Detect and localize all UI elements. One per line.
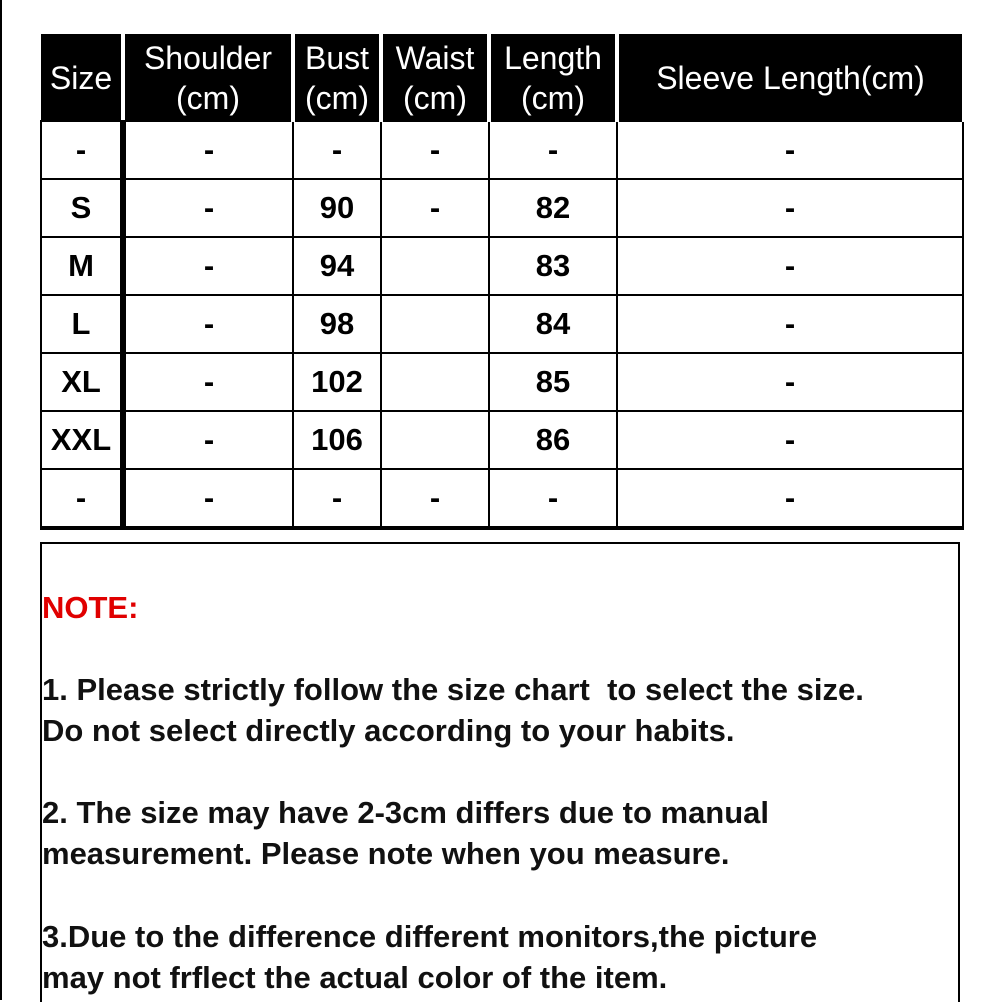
shoulder-cell: -: [123, 295, 293, 353]
waist-cell: [381, 237, 489, 295]
bust-cell: 98: [293, 295, 381, 353]
table-row: [41, 411, 963, 469]
size-cell: -: [41, 469, 123, 528]
note-title: NOTE:: [42, 590, 139, 625]
size-cell: L: [41, 295, 123, 353]
sleeve-cell: -: [617, 469, 963, 528]
shoulder-cell: -: [123, 353, 293, 411]
header-sleeve-length: Sleeve Length(cm): [617, 35, 963, 121]
header-size: Size: [41, 35, 123, 121]
note-item-1-line1: 1. Please strictly follow the size chart to select the size.: [42, 672, 864, 707]
header-row: [41, 35, 963, 121]
sleeve-cell: -: [617, 411, 963, 469]
waist-cell: [381, 411, 489, 469]
bust-cell: -: [293, 469, 381, 528]
header-shoulder: Shoulder (cm): [123, 35, 293, 121]
note-item-3-line1: 3.Due to the difference different monitors,the picture: [42, 919, 818, 954]
size-cell: -: [41, 121, 123, 179]
note-item-3: [42, 916, 947, 998]
length-cell: -: [489, 469, 617, 528]
size-cell: XL: [41, 353, 123, 411]
bust-cell: 102: [293, 353, 381, 411]
sleeve-cell: -: [617, 179, 963, 237]
waist-cell: [381, 295, 489, 353]
table-row: [41, 353, 963, 411]
size-cell: M: [41, 237, 123, 295]
header-length: Length (cm): [489, 35, 617, 121]
length-cell: 85: [489, 353, 617, 411]
bust-cell: 90: [293, 179, 381, 237]
bust-cell: 106: [293, 411, 381, 469]
note-item-2-line2: measurement. Please note when you measure.: [42, 836, 730, 871]
waist-cell: [381, 353, 489, 411]
length-cell: -: [489, 121, 617, 179]
shoulder-cell: -: [123, 411, 293, 469]
note-item-2: [42, 792, 947, 874]
note-item-2-line1: 2. The size may have 2-3cm differs due to manual: [42, 795, 770, 830]
table-row: [41, 295, 963, 353]
waist-cell: -: [381, 121, 489, 179]
shoulder-cell: -: [123, 237, 293, 295]
sleeve-cell: -: [617, 353, 963, 411]
bust-cell: 94: [293, 237, 381, 295]
table-row: [41, 121, 963, 179]
notes-section: [40, 542, 960, 1002]
table-row: [41, 179, 963, 237]
shoulder-cell: -: [123, 121, 293, 179]
size-cell: XXL: [41, 411, 123, 469]
length-cell: 86: [489, 411, 617, 469]
size-cell: S: [41, 179, 123, 237]
length-cell: 84: [489, 295, 617, 353]
size-chart-table: [40, 34, 964, 530]
note-item-3-line2: may not frflect the actual color of the item.: [42, 960, 668, 995]
header-bust: Bust (cm): [293, 35, 381, 121]
sleeve-cell: -: [617, 295, 963, 353]
sleeve-cell: -: [617, 237, 963, 295]
waist-cell: -: [381, 469, 489, 528]
shoulder-cell: -: [123, 179, 293, 237]
length-cell: 82: [489, 179, 617, 237]
note-item-1-line2: Do not select directly according to your habits.: [42, 713, 735, 748]
left-border-line: [0, 0, 2, 1000]
bust-cell: -: [293, 121, 381, 179]
waist-cell: -: [381, 179, 489, 237]
table-row: [41, 237, 963, 295]
table-row: [41, 469, 963, 528]
length-cell: 83: [489, 237, 617, 295]
sleeve-cell: -: [617, 121, 963, 179]
shoulder-cell: -: [123, 469, 293, 528]
header-waist: Waist (cm): [381, 35, 489, 121]
note-item-1: [42, 669, 947, 751]
